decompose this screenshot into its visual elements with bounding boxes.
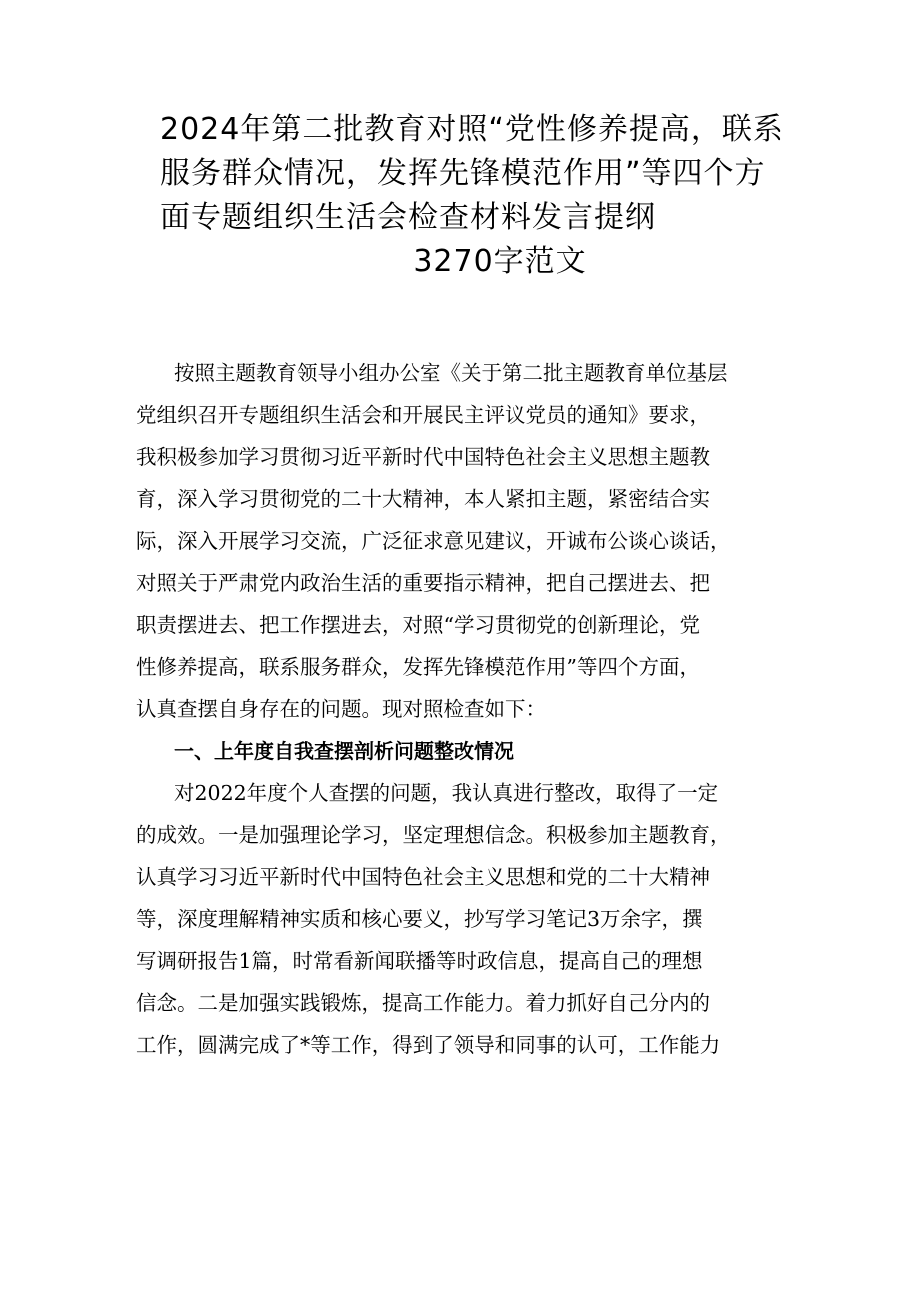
document-title [160,108,800,284]
paragraph-line: 认真查摆自身存在的问题。现对照检查如下： [136,697,546,721]
paragraph-line: 对照关于严肃党内政治生活的重要指示精神，把自己摆进去、把 [136,571,710,595]
title-line-3: 面专题组织生活会检查材料发言提纲 [160,200,656,235]
paragraph-line: 等，深度理解精神实质和核心要义，抄写学习笔记3万余字，撰 [136,907,703,931]
document-body [136,352,800,1066]
paragraph-line: 职责摆进去、把工作摆进去，对照“学习贯彻党的创新理论，党 [136,613,700,637]
intro-paragraph [136,352,800,730]
paragraph-line: 育，深入学习贯彻党的二十大精神，本人紧扣主题，紧密结合实 [136,487,710,511]
section-heading: 一、上年度自我查摆剖析问题整改情况 [174,739,514,763]
paragraph-line: 认真学习习近平新时代中国特色社会主义思想和党的二十大精神 [136,865,710,889]
title-line-4: 3270字范文 [413,244,587,279]
paragraph-line: 按照主题教育领导小组办公室《关于第二批主题教育单位基层 [174,361,728,385]
rectification-paragraph [136,772,800,1066]
title-line-1: 2024年第二批教育对照“党性修养提高，联系 [160,112,784,147]
paragraph-line: 际，深入开展学习交流，广泛征求意见建议，开诚布公谈心谈话， [136,529,731,553]
title-line-2: 服务群众情况，发挥先锋模范作用”等四个方 [160,156,766,191]
paragraph-line: 党组织召开专题组织生活会和开展民主评议党员的通知》要求， [136,403,710,427]
paragraph-line: 信念。二是加强实践锻炼，提高工作能力。着力抓好自己分内的 [136,991,710,1015]
paragraph-line: 写调研报告1篇，时常看新闻联播等时政信息，提高自己的理想 [136,949,703,973]
paragraph-line: 工作，圆满完成了*等工作，得到了领导和同事的认可，工作能力 [136,1033,721,1057]
paragraph-line: 对2022年度个人查摆的问题，我认真进行整改，取得了一定 [174,781,719,805]
paragraph-line: 性修养提高，联系服务群众，发挥先锋模范作用”等四个方面， [136,655,700,679]
paragraph-line: 的成效。一是加强理论学习，坚定理想信念。积极参加主题教育， [136,823,731,847]
paragraph-line: 我积极参加学习贯彻习近平新时代中国特色社会主义思想主题教 [136,445,710,469]
